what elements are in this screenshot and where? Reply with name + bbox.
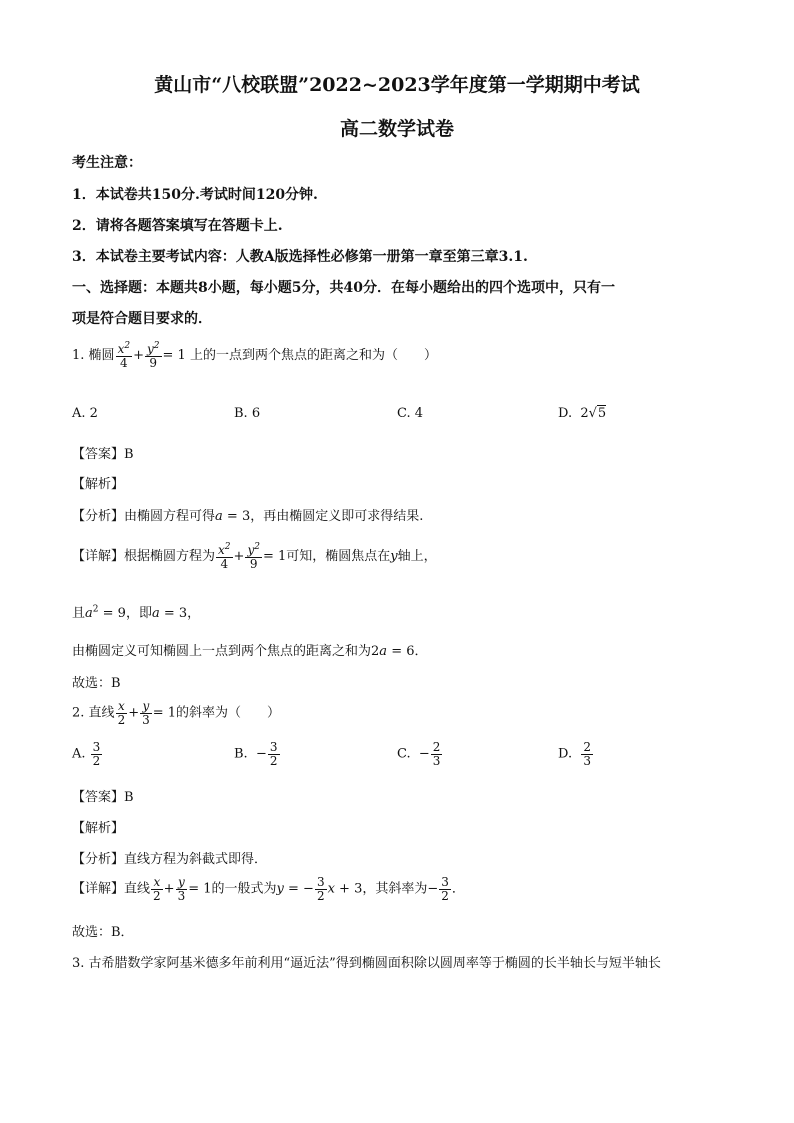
q1-line4: 由椭圆定义可知椭圆上一点到两个焦点的距离之和为2a = 6． [72, 644, 428, 659]
q2-choose: 故选：B． [72, 925, 134, 940]
q2-detail: 【详解】直线 $\frac{x}{2}$ + $\frac{y}{3}$ = 1的一般式为y = − $\frac{3}{2}$ x + 3，其斜率为− $\frac{3}{2}$ ． [72, 875, 465, 903]
notice-item-2: 2．请将各题答案填写在答题卡上. [72, 218, 283, 234]
q1-option-c: C. 4 [397, 406, 424, 421]
notice-item-1: 1．本试卷共150分.考试时间120分钟. [72, 187, 318, 203]
q1-option-a: A. 2 [72, 406, 98, 421]
q1-line3: 且$a^2 = 9$，即a = 3， [72, 604, 201, 621]
question-2-stem: 2. 直线 $\frac{x}{2}$ + $\frac{y}{3}$ = 1的斜率为（ ） [72, 699, 281, 727]
fraction: $\frac{x^2}{4}$ [117, 341, 131, 370]
q2-analysis-tag: 【解析】 [72, 821, 125, 836]
q1-option-b: B. 6 [234, 406, 261, 421]
exam-title: 黄山市“八校联盟”2022~2023学年度第一学期期中考试 [154, 74, 640, 96]
q1-choose: 故选：B [72, 676, 121, 691]
q2-option-a: A. $\frac{3}{2}$ [72, 740, 101, 768]
q2-option-c: C. − $\frac{2}{3}$ [397, 740, 441, 768]
q1-option-d: D. 2√5 [558, 406, 607, 421]
q1-detail: 【详解】根据椭圆方程为 $\frac{x^2}{4}$ + $\frac{y^2}{9}$ = 1可知，椭圆焦点在y轴上， [72, 542, 437, 571]
q2-answer: 【答案】B [72, 790, 134, 805]
q1-answer: 【答案】B [72, 447, 134, 462]
q2-fenxi: 【分析】直线方程为斜截式即得． [72, 852, 268, 867]
section-heading-line2: 项是符合题目要求的． [72, 311, 212, 327]
section-heading-line1: 一、选择题：本题共8小题，每小题5分，共40分．在每小题给出的四个选项中，只有一 [72, 280, 615, 296]
question-3-stem: 3. 古希腊数学家阿基米德多年前利用“逼近法”得到椭圆面积除以圆周率等于椭圆的长半轴长与短半轴长 [72, 956, 661, 971]
q2-option-d: D. $\frac{2}{3}$ [558, 740, 591, 768]
notice-item-3: 3．本试卷主要考试内容：人教A版选择性必修第一册第一章至第三章3.1. [72, 249, 528, 265]
notice-heading: 考生注意： [72, 155, 142, 171]
q1-fenxi: 【分析】由椭圆方程可得a = 3，再由椭圆定义即可求得结果. [72, 509, 424, 524]
q2-option-b: B. − $\frac{3}{2}$ [234, 740, 278, 768]
fraction: $\frac{y^2}{9}$ [146, 341, 160, 370]
q1-analysis-tag: 【解析】 [72, 477, 125, 492]
question-1-stem: 1. 椭圆 $\frac{x^2}{4}$ + $\frac{y^2}{9}$ = 1 上的一点到两个焦点的距离之和为（ ） [72, 341, 437, 370]
exam-subtitle: 高二数学试卷 [339, 118, 454, 140]
